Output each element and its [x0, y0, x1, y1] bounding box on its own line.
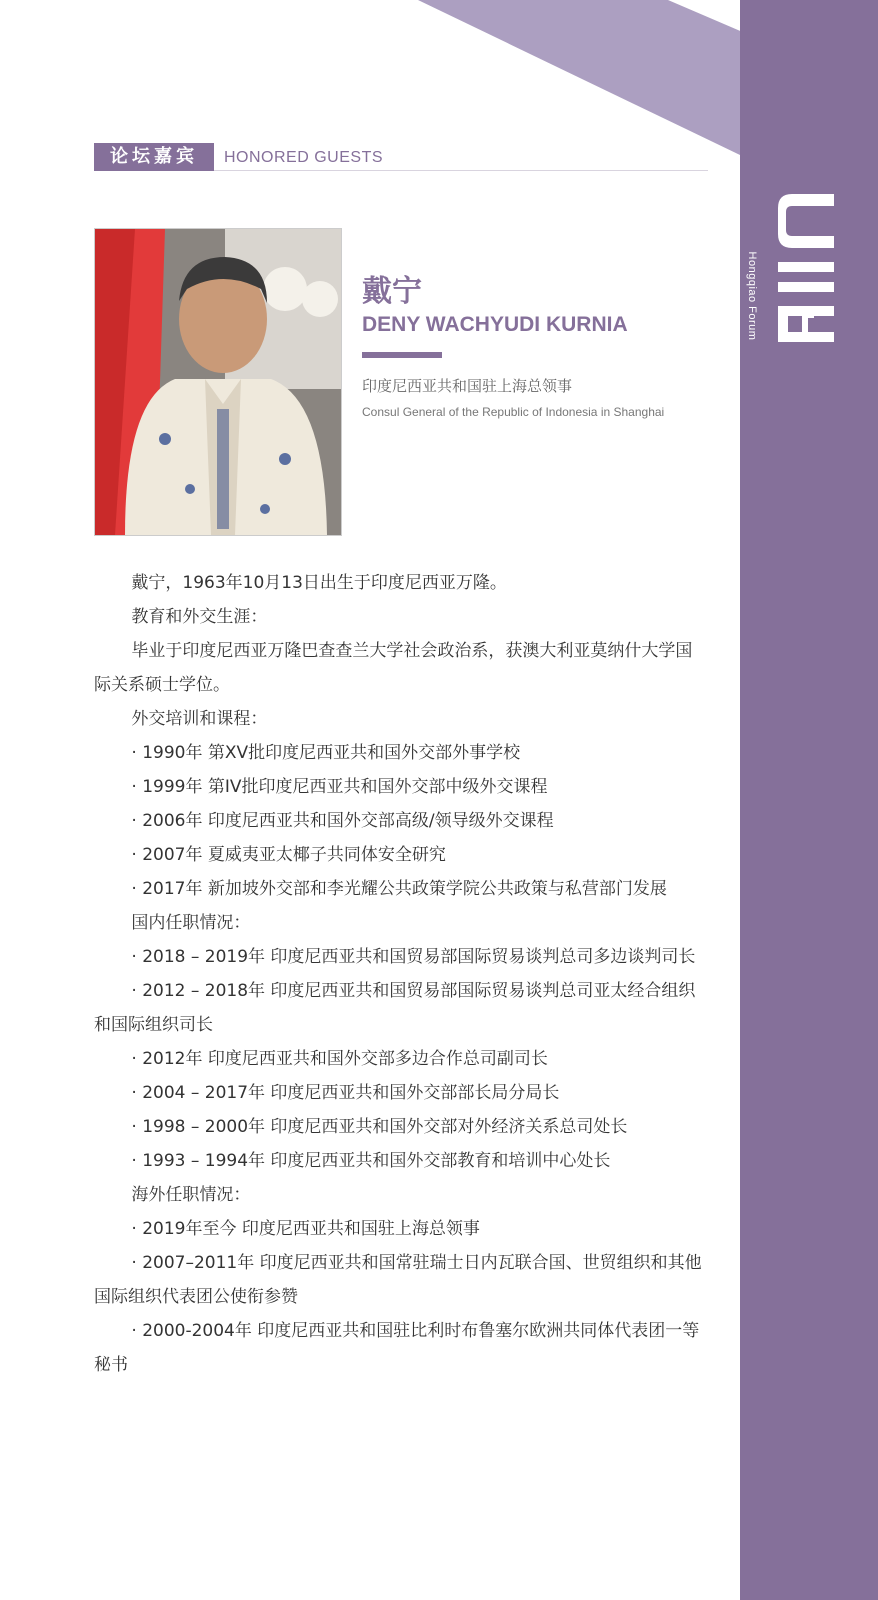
bio-paragraph: 毕业于印度尼西亚万隆巴查查兰大学社会政治系，获澳大利亚莫纳什大学国际关系硕士学位。 — [94, 641, 693, 695]
name-underline-bar — [362, 352, 442, 358]
guest-name-en: DENY WACHYUDI KURNIA — [362, 313, 628, 336]
bio-paragraph: · 2012年 印度尼西亚共和国外交部多边合作总司副司长 — [131, 1049, 548, 1069]
bio-paragraph: · 2000-2004年 印度尼西亚共和国驻比利时布鲁塞尔欧洲共同体代表团一等秘书 — [94, 1321, 700, 1375]
section-title-en: HONORED GUESTS — [224, 149, 384, 166]
guest-portrait-photo — [94, 228, 342, 536]
guest-title-en: Consul General of the Republic of Indonesia in Shanghai — [362, 405, 665, 419]
bio-paragraph: · 2007–2011年 印度尼西亚共和国常驻瑞士日内瓦联合国、世贸组织和其他国际组织代表团公使衔参赞 — [94, 1253, 702, 1307]
biography — [94, 566, 708, 1382]
guest-title-cn: 印度尼西亚共和国驻上海总领事 — [362, 377, 573, 395]
bio-paragraph: · 2007年 夏威夷亚太椰子共同体安全研究 — [131, 845, 446, 865]
bio-paragraph: · 2004 – 2017年 印度尼西亚共和国外交部部长局分局长 — [131, 1083, 560, 1103]
bio-paragraph: · 1998 – 2000年 印度尼西亚共和国外交部对外经济关系总司处长 — [131, 1117, 628, 1137]
bio-paragraph: · 2018 – 2019年 印度尼西亚共和国贸易部国际贸易谈判总司多边谈判司长 — [131, 947, 696, 967]
bio-paragraph: 教育和外交生涯： — [131, 607, 268, 627]
bio-paragraph: · 2006年 印度尼西亚共和国外交部高级/领导级外交课程 — [131, 811, 554, 831]
guest-name-cn: 戴宁 — [362, 274, 422, 309]
bio-paragraph: · 1990年 第XV批印度尼西亚共和国外交部外事学校 — [131, 743, 521, 763]
bio-paragraph: 国内任职情况： — [131, 913, 251, 933]
section-title-cn: 论坛嘉宾 — [94, 143, 214, 171]
bio-paragraph: · 2019年至今 印度尼西亚共和国驻上海总领事 — [131, 1219, 480, 1239]
bio-paragraph: · 1993 – 1994年 印度尼西亚共和国外交部教育和培训中心处长 — [131, 1151, 611, 1171]
ciie-logo — [778, 190, 838, 345]
logo-subtitle: Hongqiao Forum — [746, 251, 758, 341]
section-divider — [214, 170, 708, 171]
section-header — [94, 143, 708, 171]
bio-paragraph: 海外任职情况： — [131, 1185, 251, 1205]
bio-paragraph: · 2017年 新加坡外交部和李光耀公共政策学院公共政策与私营部门发展 — [131, 879, 667, 899]
bio-paragraph: · 1999年 第IV批印度尼西亚共和国外交部中级外交课程 — [131, 777, 548, 797]
bio-paragraph: 外交培训和课程： — [131, 709, 268, 729]
bio-paragraph: · 2012 – 2018年 印度尼西亚共和国贸易部国际贸易谈判总司亚太经合组织和国际组织司长 — [94, 981, 696, 1035]
bio-paragraph: 戴宁，1963年10月13日出生于印度尼西亚万隆。 — [131, 573, 507, 593]
